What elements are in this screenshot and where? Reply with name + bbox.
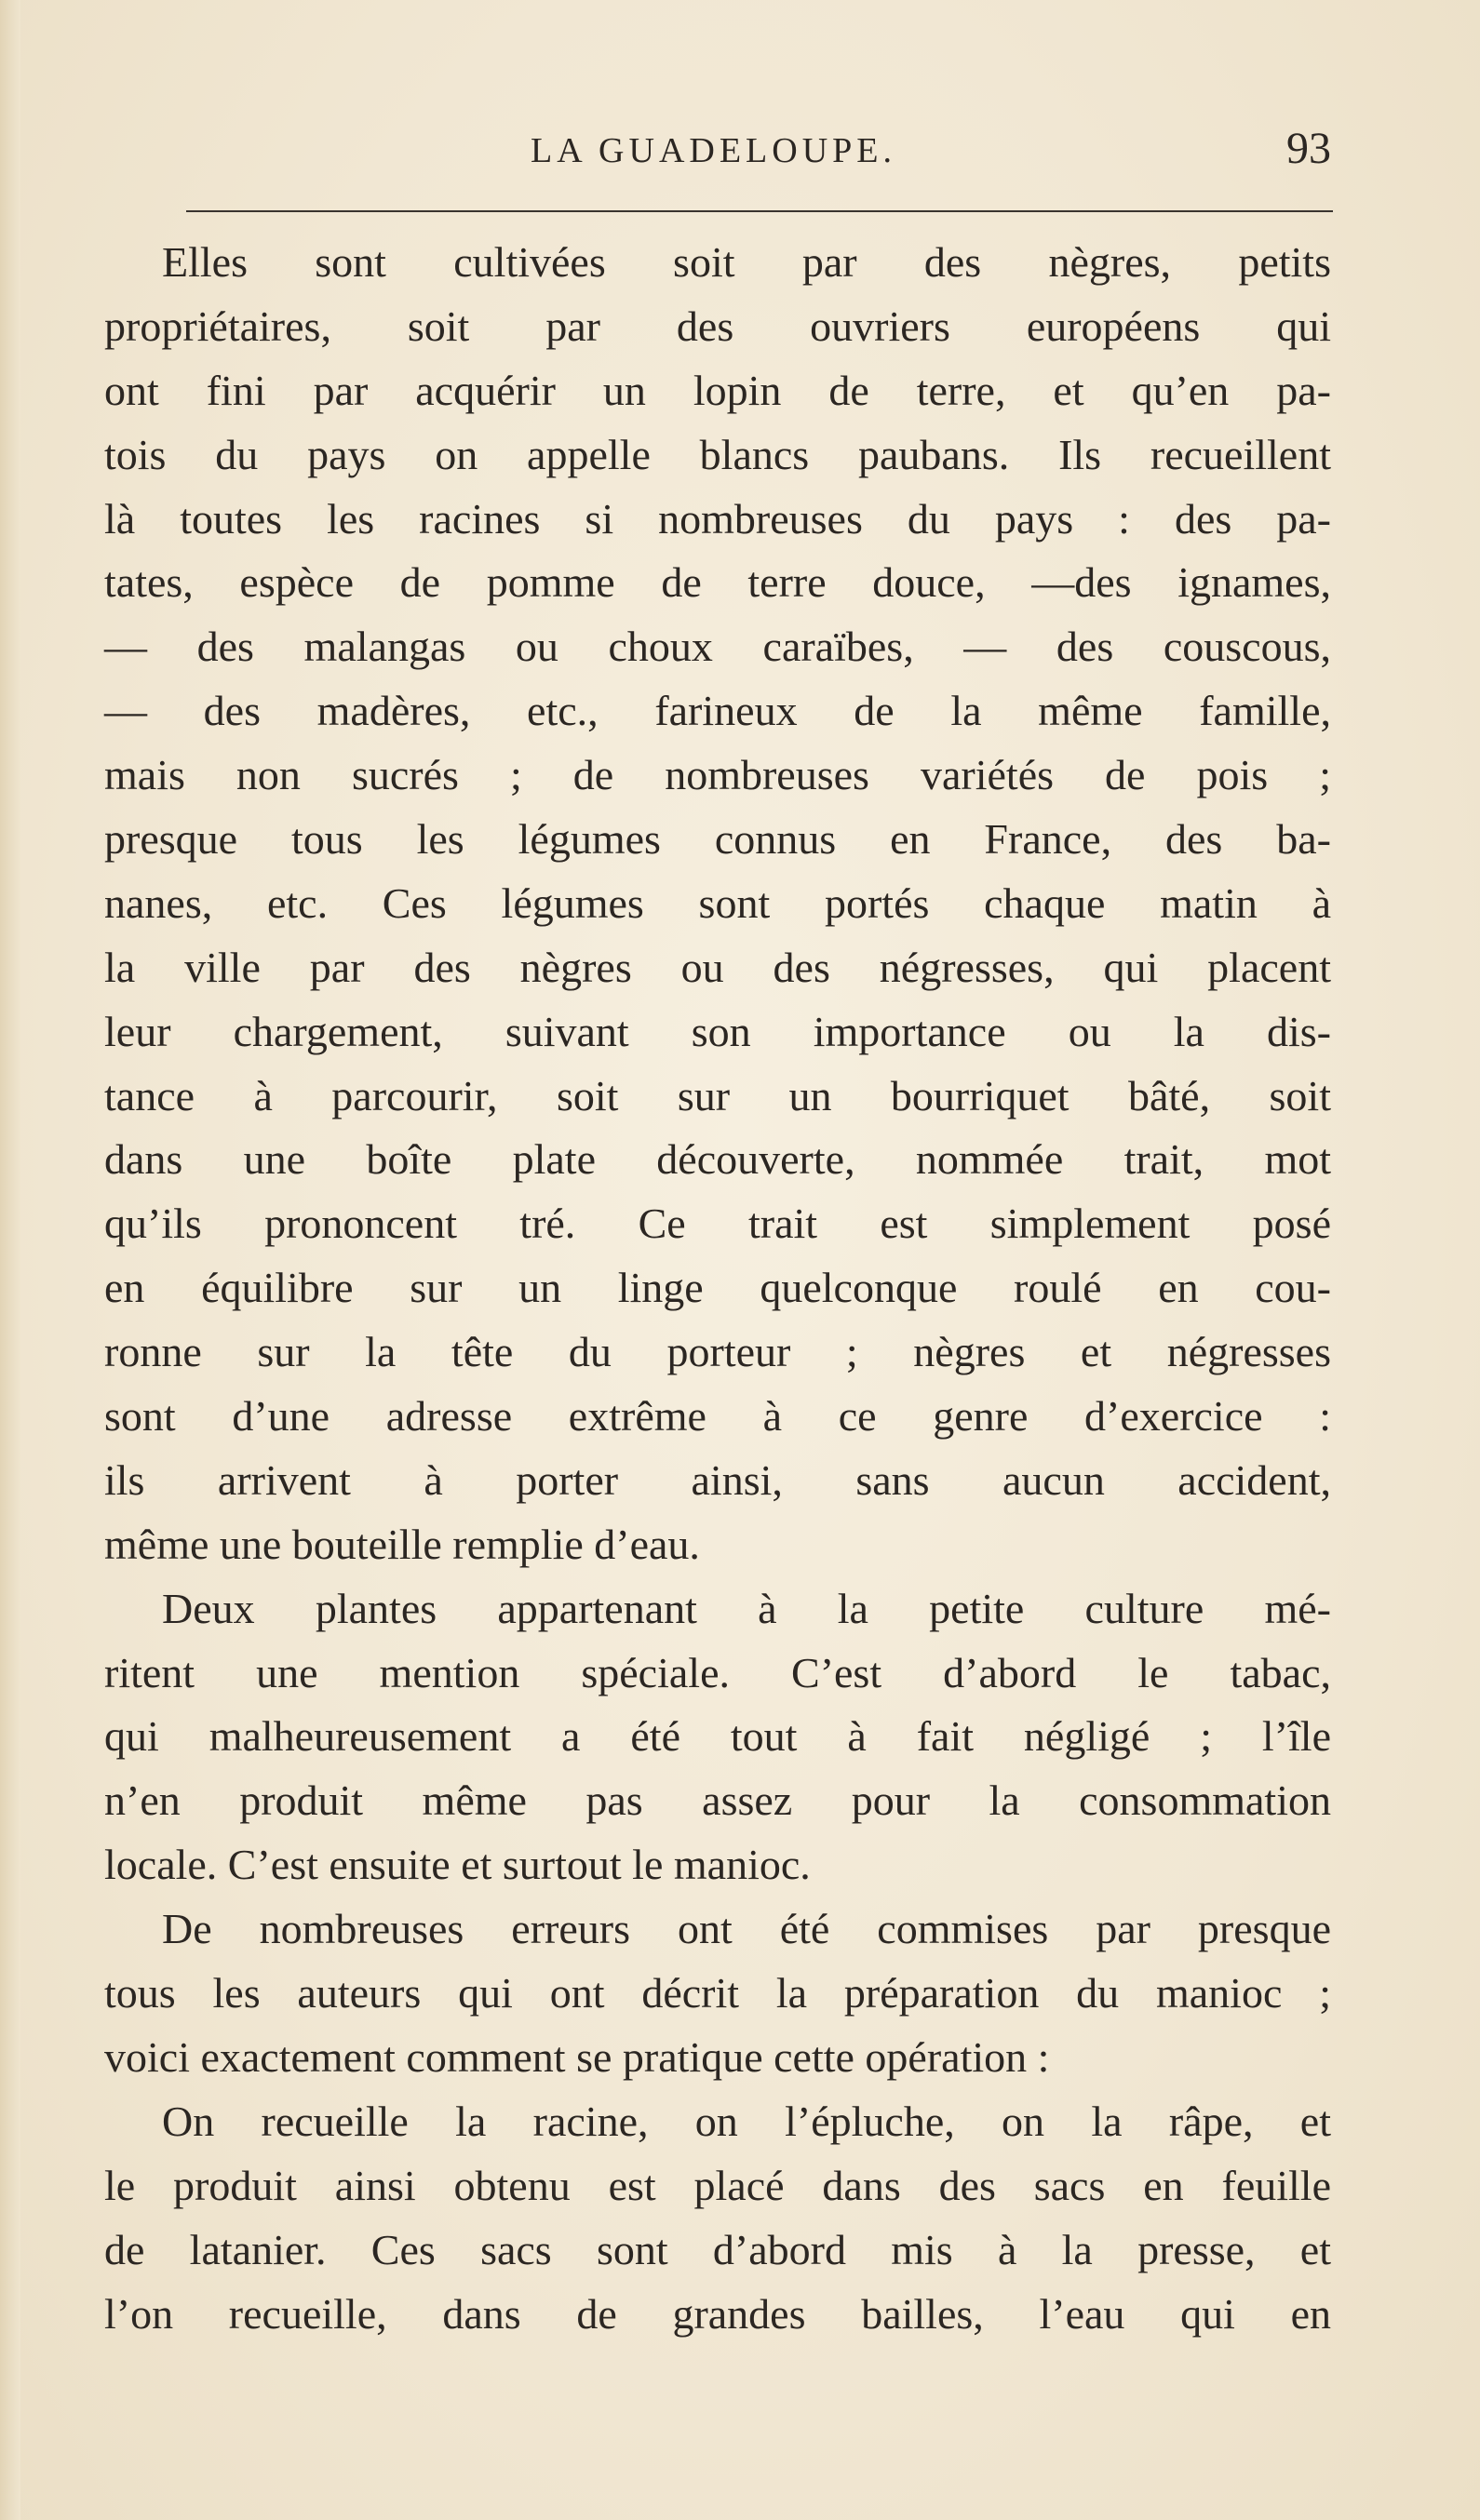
- page-number: 93: [1286, 124, 1331, 173]
- text-line: ils arrivent à porter ainsi, sans aucun accident,: [104, 1455, 1331, 1504]
- text-line: Deux plantes appartenant à la petite culture mé-: [162, 1584, 1331, 1632]
- text-line: nanes, etc. Ces légumes sont portés chaque matin à: [104, 878, 1331, 927]
- text-line: qu’ils prononcent tré. Ce trait est simplement posé: [104, 1200, 1331, 1248]
- text-line: voici exactement comment se pratique cette opération :: [104, 2032, 1050, 2081]
- text-line: Elles sont cultivées soit par des nègres, petits: [162, 238, 1331, 286]
- page-spine-shadow: [0, 0, 20, 2520]
- text-line: presque tous les légumes connus en France, des ba-: [104, 815, 1331, 864]
- text-line: même une bouteille remplie d’eau.: [104, 1520, 700, 1568]
- text-line: mais non sucrés ; de nombreuses variétés de pois ;: [104, 751, 1331, 799]
- text-line: qui malheureusement a été tout à fait négligé ; l’île: [104, 1712, 1331, 1761]
- text-line: — des malangas ou choux caraïbes, — des couscous,: [104, 623, 1331, 671]
- text-line: tois du pays on appelle blancs paubans. Ils recueillent: [104, 430, 1331, 478]
- text-line: ritent une mention spéciale. C’est d’abord le tabac,: [104, 1648, 1331, 1696]
- text-line: la ville par des nègres ou des négresses, qui placent: [104, 943, 1331, 991]
- page-header: [102, 124, 1331, 186]
- text-line: ont fini par acquérir un lopin de terre, et qu’en pa-: [104, 366, 1331, 414]
- text-line: De nombreuses erreurs ont été commises par presque: [162, 1905, 1331, 1953]
- text-line: l’on recueille, dans de grandes bailles, l’eau qui en: [104, 2289, 1331, 2338]
- body-text: [104, 231, 1331, 2346]
- text-line: — des madères, etc., farineux de la même famille,: [104, 687, 1331, 735]
- header-rule: [186, 210, 1333, 212]
- text-line: propriétaires, soit par des ouvriers européens qui: [104, 302, 1331, 350]
- text-line: de latanier. Ces sacs sont d’abord mis à la presse, et: [104, 2225, 1331, 2273]
- text-line: le produit ainsi obtenu est placé dans des sacs en feuille: [104, 2161, 1331, 2209]
- text-line: locale. C’est ensuite et surtout le manioc.: [104, 1841, 811, 1889]
- text-line: sont d’une adresse extrême à ce genre d’exercice :: [104, 1392, 1331, 1441]
- text-line: en équilibre sur un linge quelconque roulé en cou-: [104, 1264, 1331, 1312]
- text-line: tous les auteurs qui ont décrit la préparation du manioc ;: [104, 1969, 1331, 2017]
- text-line: leur chargement, suivant son importance ou la dis-: [104, 1007, 1331, 1055]
- text-line: là toutes les racines si nombreuses du pays : des pa-: [104, 494, 1331, 543]
- running-title: LA GUADELOUPE.: [531, 131, 896, 170]
- text-line: tates, espèce de pomme de terre douce, —des ignames,: [104, 558, 1331, 607]
- text-line: ronne sur la tête du porteur ; nègres et négresses: [104, 1328, 1331, 1376]
- text-line: n’en produit même pas assez pour la consommation: [104, 1776, 1331, 1825]
- text-line: On recueille la racine, on l’épluche, on la râpe, et: [162, 2097, 1331, 2145]
- text-line: dans une boîte plate découverte, nommée trait, mot: [104, 1135, 1331, 1184]
- text-line: tance à parcourir, soit sur un bourriquet bâté, soit: [104, 1071, 1331, 1119]
